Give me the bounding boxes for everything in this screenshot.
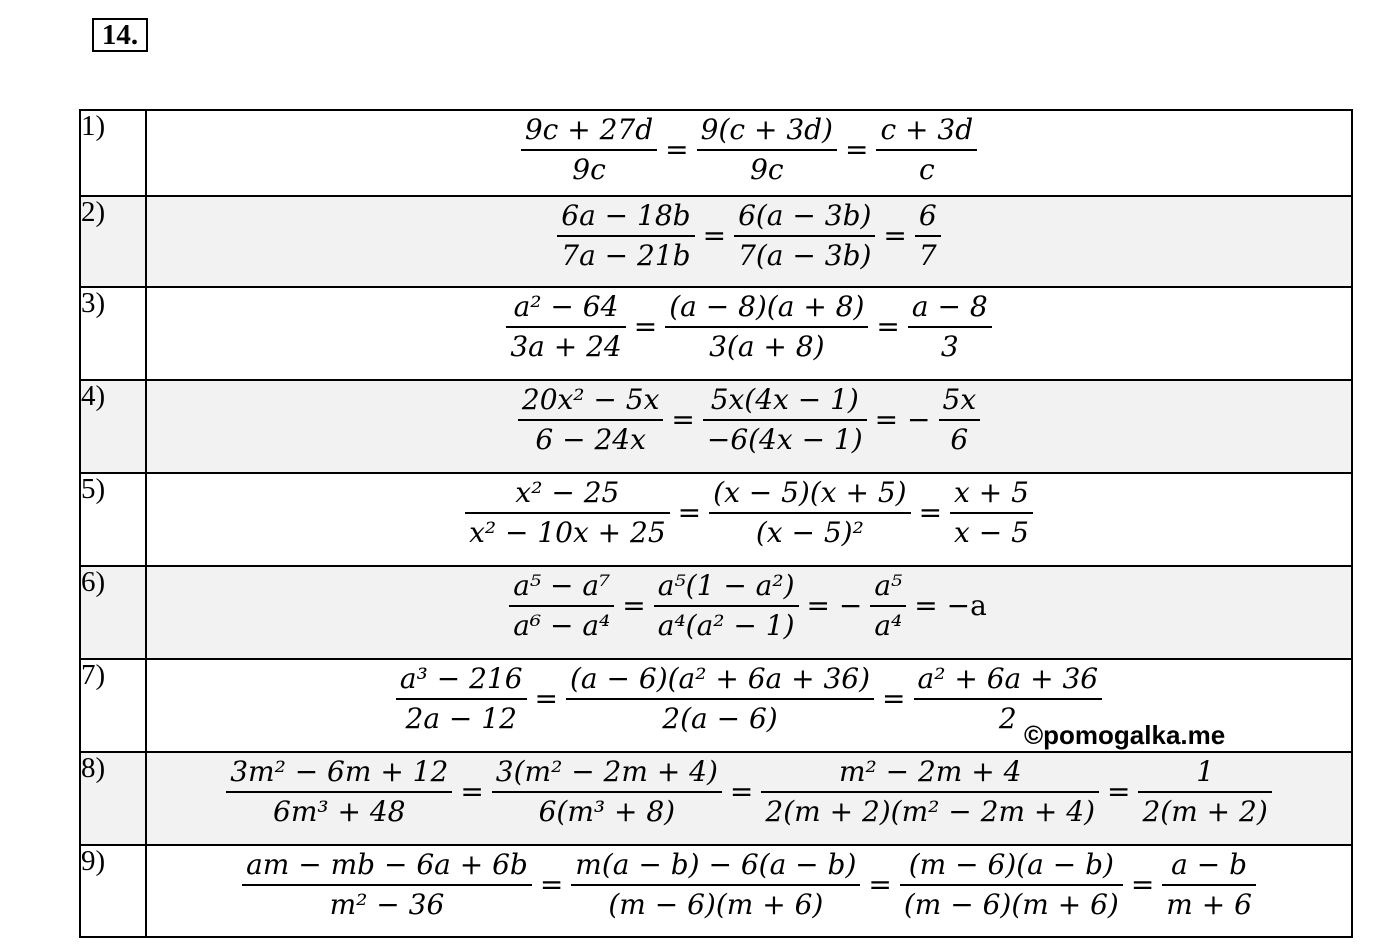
numerator: 6(a − 3b): [734, 197, 875, 237]
fraction: [226, 753, 452, 831]
operator: =: [702, 219, 727, 252]
numerator: m² − 2m + 4: [761, 753, 1099, 793]
denominator: 9c: [572, 153, 606, 186]
numerator: m(a − b) − 6(a − b): [571, 846, 860, 886]
equation-cell: [146, 752, 1352, 845]
numerator: 20x² − 5x: [518, 381, 664, 421]
denominator: x² − 10x + 25: [469, 516, 666, 549]
numerator: 6: [915, 197, 941, 237]
denominator: 6 − 24x: [535, 423, 646, 456]
equation-cell: [146, 845, 1352, 937]
equation-cell: [146, 380, 1352, 473]
fraction: [734, 197, 875, 275]
equation: [393, 660, 1105, 738]
operator: =: [534, 682, 558, 715]
fraction: [509, 567, 614, 645]
numerator: 5x(4x − 1): [703, 381, 867, 421]
numerator: a − b: [1162, 846, 1256, 886]
operator: = −: [806, 589, 863, 622]
equation: [503, 288, 994, 366]
denominator: 9c: [750, 153, 784, 186]
fraction: [697, 111, 837, 189]
numerator: a² − 64: [506, 288, 625, 328]
denominator: 7(a − 3b): [738, 239, 872, 272]
equation: [239, 846, 1259, 924]
numerator: c + 3d: [876, 111, 977, 151]
equation: [506, 567, 992, 645]
equation: [554, 197, 943, 275]
table-row: [80, 196, 1352, 287]
equation-cell: [146, 196, 1352, 287]
denominator: 6: [950, 423, 969, 456]
operator: =: [729, 775, 754, 808]
numerator: 5x: [939, 381, 981, 421]
denominator: 2(m + 2)(m² − 2m + 4): [765, 795, 1096, 828]
numerator: (x − 5)(x + 5): [709, 474, 910, 514]
operator: =: [868, 868, 892, 901]
denominator: 2: [998, 702, 1017, 735]
row-number: 1): [80, 110, 146, 196]
equation-cell: [146, 566, 1352, 659]
fraction: [876, 111, 977, 189]
fraction: [915, 197, 941, 275]
denominator: a⁶ − a⁴: [513, 609, 611, 642]
fraction: [870, 567, 906, 645]
denominator: 2(m + 2): [1142, 795, 1268, 828]
fraction: [950, 474, 1033, 552]
row-number: 2): [80, 196, 146, 287]
fraction: [703, 381, 867, 459]
numerator: 3m² − 6m + 12: [226, 753, 452, 793]
denominator: (m − 6)(m + 6): [903, 888, 1119, 921]
operator: =: [460, 775, 484, 808]
operator: =: [665, 133, 689, 166]
watermark: ©pomogalka.me: [1024, 720, 1226, 750]
denominator: a⁴(a² − 1): [657, 609, 795, 642]
fraction: [761, 753, 1099, 831]
operator: =: [918, 496, 943, 529]
operator: =: [883, 219, 907, 252]
numerator: am − mb − 6a + 6b: [242, 846, 532, 886]
row-number: 7): [80, 659, 146, 752]
table-row: [80, 380, 1352, 473]
numerator: a − 8: [908, 288, 992, 328]
equation: [518, 111, 980, 189]
denominator: x − 5: [954, 516, 1029, 549]
numerator: a² + 6a + 36: [914, 660, 1103, 700]
row-number: 6): [80, 566, 146, 659]
denominator: 2a − 12: [405, 702, 517, 735]
equation-cell: [146, 473, 1352, 566]
denominator: 6m³ + 48: [273, 795, 406, 828]
equation: [223, 753, 1275, 831]
equation-cell: [146, 287, 1352, 380]
denominator: 3: [940, 330, 959, 363]
numerator: (m − 6)(a − b): [900, 846, 1123, 886]
numerator: a³ − 216: [396, 660, 527, 700]
denominator: 7a − 21b: [561, 239, 691, 272]
fraction: [521, 111, 657, 189]
fraction: [654, 567, 799, 645]
row-number: 3): [80, 287, 146, 380]
fraction: [566, 660, 874, 738]
fraction: [506, 288, 625, 366]
fraction: [571, 846, 860, 924]
fraction: [465, 474, 670, 552]
equation: [462, 474, 1036, 552]
denominator: −6(4x − 1): [706, 423, 863, 456]
task-number: 14.: [92, 18, 148, 52]
numerator: 3(m² − 2m + 4): [492, 753, 722, 793]
table-row: [80, 110, 1352, 196]
equation-cell: [146, 110, 1352, 196]
operator: = −a: [914, 589, 987, 622]
numerator: 6a − 18b: [557, 197, 694, 237]
fraction: [518, 381, 664, 459]
fraction: [900, 846, 1123, 924]
operator: =: [844, 133, 869, 166]
operator: =: [677, 496, 702, 529]
denominator: 3(a + 8): [709, 330, 825, 363]
operator: =: [622, 589, 646, 622]
denominator: (m − 6)(m + 6): [608, 888, 824, 921]
numerator: 1: [1138, 753, 1271, 793]
numerator: x² − 25: [465, 474, 670, 514]
table-row: [80, 287, 1352, 380]
fraction: [492, 753, 722, 831]
row-number: 4): [80, 380, 146, 473]
numerator: 9c + 27d: [521, 111, 657, 151]
numerator: a⁵(1 − a²): [654, 567, 799, 607]
numerator: x + 5: [950, 474, 1033, 514]
denominator: m² − 36: [329, 888, 445, 921]
equation: [515, 381, 983, 459]
fraction: [242, 846, 532, 924]
operator: =: [882, 682, 906, 715]
row-number: 9): [80, 845, 146, 937]
numerator: 9(c + 3d): [697, 111, 837, 151]
operator: =: [1107, 775, 1131, 808]
operator: =: [539, 868, 564, 901]
row-number: 8): [80, 752, 146, 845]
fraction: [939, 381, 981, 459]
numerator: (a − 6)(a² + 6a + 36): [566, 660, 874, 700]
operator: = −: [874, 403, 931, 436]
solutions-table-body: [80, 110, 1352, 937]
fraction: [1138, 753, 1271, 831]
numerator: a⁵: [870, 567, 906, 607]
fraction: [709, 474, 910, 552]
solutions-table: [79, 109, 1353, 938]
denominator: 2(a − 6): [662, 702, 778, 735]
table-row: [80, 752, 1352, 845]
numerator: a⁵ − a⁷: [509, 567, 614, 607]
denominator: 6(m³ + 8): [538, 795, 676, 828]
operator: =: [876, 310, 900, 343]
table-row: [80, 566, 1352, 659]
row-number: 5): [80, 473, 146, 566]
fraction: [557, 197, 694, 275]
denominator: c: [918, 153, 935, 186]
denominator: a⁴: [874, 609, 903, 642]
table-row: [80, 473, 1352, 566]
fraction: [908, 288, 992, 366]
fraction: [1162, 846, 1256, 924]
operator: =: [1130, 868, 1155, 901]
operator: =: [671, 403, 695, 436]
denominator: m + 6: [1166, 888, 1252, 921]
table-row: [80, 845, 1352, 937]
denominator: 3a + 24: [510, 330, 622, 363]
operator: =: [633, 310, 658, 343]
numerator: (a − 8)(a + 8): [665, 288, 868, 328]
fraction: [665, 288, 868, 366]
denominator: (x − 5)²: [755, 516, 864, 549]
fraction: [396, 660, 527, 738]
denominator: 7: [918, 239, 937, 272]
